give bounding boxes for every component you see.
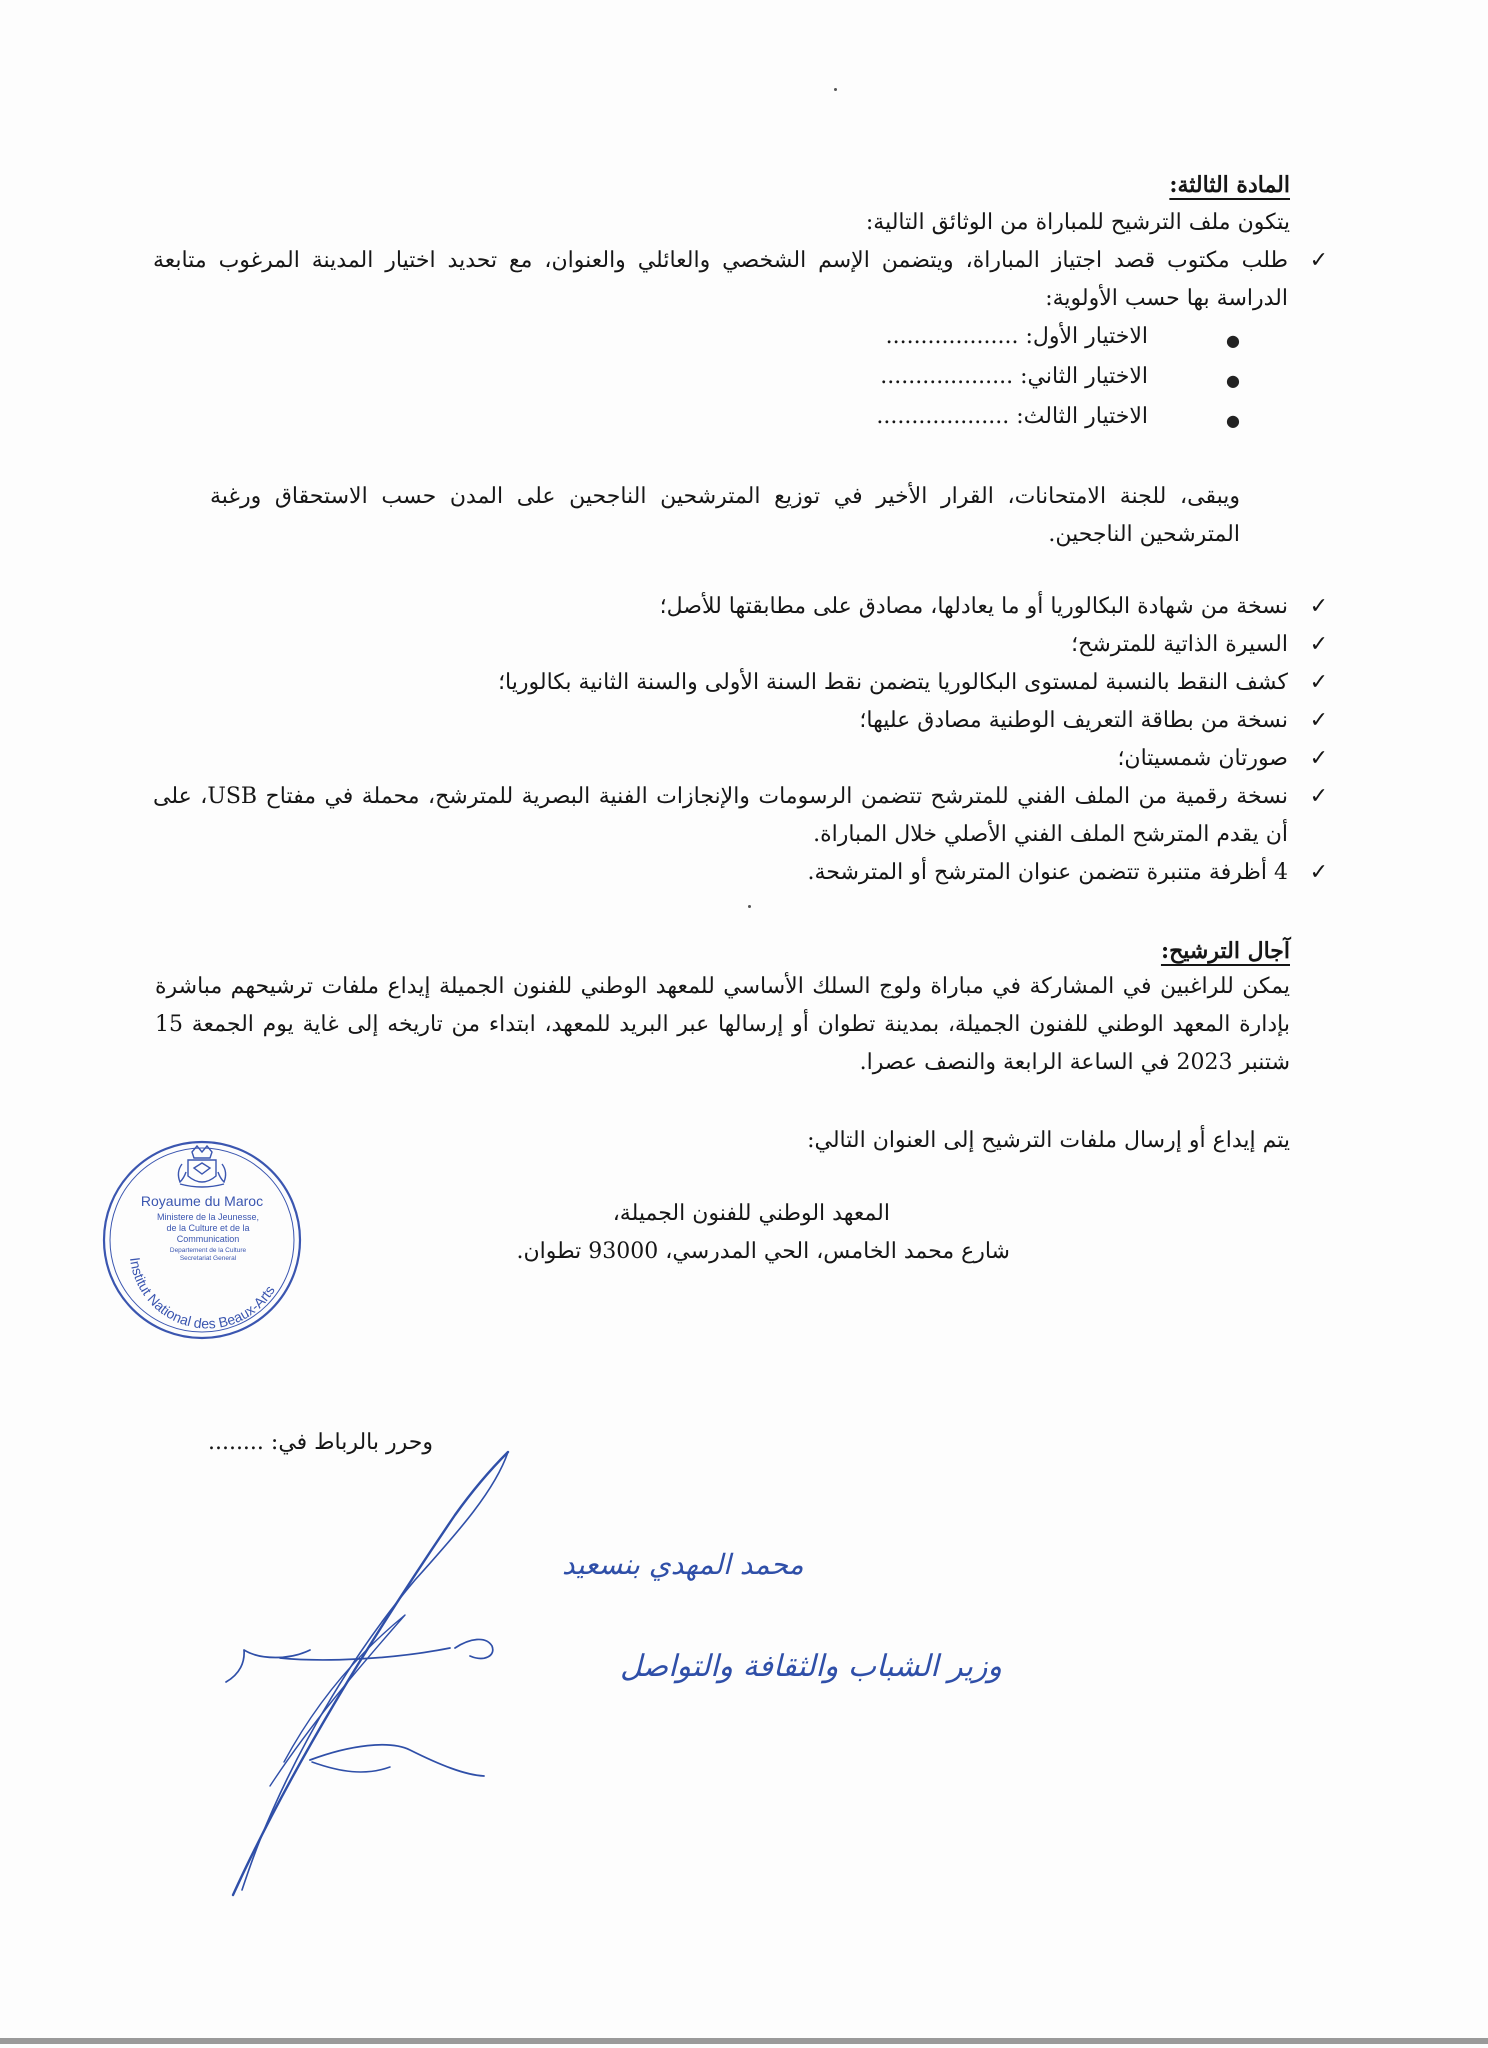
scan-speck <box>748 905 751 908</box>
list-item-text: طلب مكتوب قصد اجتياز المباراة، ويتضمن الإسم الشخصي والعائلي والعنوان، مع تحديد اختيار المدينة المرغوب متابعة الدراسة بها حسب الأولوية: <box>153 248 1288 311</box>
list-item <box>153 664 1328 702</box>
documents-list <box>153 588 1328 892</box>
deadlines-paragraph: يمكن للراغبين في المشاركة في مباراة ولوج السلك الأساسي للمعهد الوطني للفنون الجميلة إيداع ملفات ترشيحهم مباشرة بإدارة المعهد الوطني للفنون الجميلة، بمدينة تطوان أو إرسالها عبر البريد للمعهد، ابتداء من تاريخه إلى غاية يوم الجمعة 15 شتنبر 2023 في الساعة الرابعة والنصف عصرا. <box>155 974 1290 1075</box>
list-item <box>153 854 1328 892</box>
city-choice-3: الاختيار الثالث: ................... <box>876 404 1148 429</box>
stamp-line: Departement de la Culture <box>169 1247 247 1254</box>
article-heading: المادة الثالثة: <box>1169 172 1290 198</box>
list-item-text: نسخة رقمية من الملف الفني للمترشح تتضمن الرسومات والإنجازات الفنية البصرية للمترشح، محملة في مفتاح USB، على أن يقدم المترشح الملف الفني الأصلي خلال المباراة. <box>153 784 1289 847</box>
list-item-text: نسخة من بطاقة التعريف الوطنية مصادق عليها؛ <box>859 708 1288 733</box>
list-item-text: السيرة الذاتية للمترشح؛ <box>1071 632 1288 657</box>
checkmark-icon: ✓ <box>1309 746 1328 771</box>
signature-stroke <box>310 1745 484 1776</box>
list-item <box>153 588 1328 626</box>
address-line-street: شارع محمد الخامس، الحي المدرسي، 93000 تطوان. <box>516 1239 1010 1264</box>
place-date: وحرر بالرباط في: ........ <box>207 1430 433 1455</box>
list-item <box>153 626 1328 664</box>
signature-stroke <box>312 1762 390 1772</box>
stamp-ring-text-path: Institut National des Beaux-Arts <box>126 1256 278 1332</box>
checkmark-icon: ✓ <box>1309 784 1328 809</box>
application-request-item <box>153 242 1328 318</box>
scan-bottom-edge <box>0 2038 1488 2044</box>
address-intro: يتم إيداع أو إرسال ملفات الترشيح إلى العنوان التالي: <box>807 1128 1290 1153</box>
list-item-text: كشف النقط بالنسبة لمستوى البكالوريا يتضمن نقط السنة الأولى والسنة الثانية بكالوريا؛ <box>498 670 1288 695</box>
bullet-icon: ● <box>1226 411 1240 430</box>
bullet-icon: ● <box>1226 371 1240 390</box>
stamp-country-text: Royaume du Maroc <box>140 1193 264 1209</box>
list-item <box>153 740 1328 778</box>
list-item <box>153 702 1328 740</box>
checkmark-icon: ✓ <box>1309 594 1328 619</box>
handwritten-signature <box>200 1410 1002 1910</box>
signature-stroke <box>242 1452 508 1890</box>
list-item-text: نسخة من شهادة البكالوريا أو ما يعادلها، مصادق على مطابقتها للأصل؛ <box>659 594 1288 619</box>
signature-stroke <box>455 1639 493 1658</box>
stamp-line: Ministere de la Jeunesse, <box>156 1212 260 1222</box>
list-item-text: صورتان شمسيتان؛ <box>1117 746 1288 771</box>
checkmark-icon: ✓ <box>1309 708 1328 733</box>
stamp-line: Secretariat General <box>179 1255 237 1262</box>
stamp-line: Communication <box>176 1234 240 1244</box>
list-item <box>153 778 1328 854</box>
address-line-institute: المعهد الوطني للفنون الجميلة، <box>612 1201 890 1226</box>
city-choice-1: الاختيار الأول: ................... <box>885 324 1148 349</box>
official-stamp <box>100 1138 304 1342</box>
scan-speck <box>834 88 837 91</box>
signature-name: محمد المهدي بنسعيد <box>562 1548 804 1581</box>
stamp-line: de la Culture et de la <box>166 1223 250 1233</box>
checkmark-icon: ✓ <box>1309 860 1328 885</box>
bullet-icon: ● <box>1226 331 1240 350</box>
checkmark-icon: ✓ <box>1309 670 1328 695</box>
list-item-text: 4 أظرفة متنبرة تتضمن عنوان المترشح أو المترشحة. <box>807 860 1288 885</box>
checkmark-icon: ✓ <box>1309 248 1328 273</box>
deadlines-heading: آجال الترشيح: <box>1160 938 1290 964</box>
checkmark-icon: ✓ <box>1309 632 1328 657</box>
city-choice-2: الاختيار الثاني: ................... <box>880 364 1148 389</box>
signature-title: وزير الشباب والثقافة والتواصل <box>620 1649 1002 1684</box>
article-intro: يتكون ملف الترشيح للمباراة من الوثائق التالية: <box>865 210 1290 235</box>
signature-stroke <box>226 1648 450 1682</box>
coat-of-arms-icon <box>178 1146 225 1187</box>
stamp-ring-text <box>127 1256 278 1331</box>
list-item <box>153 242 1328 318</box>
signature-stroke <box>233 1452 508 1895</box>
committee-note: ويبقى، للجنة الامتحانات، القرار الأخير في توزيع المترشحين الناجحين على المدن حسب الاستحقاق ورغبة المترشحين الناجحين. <box>210 484 1240 547</box>
